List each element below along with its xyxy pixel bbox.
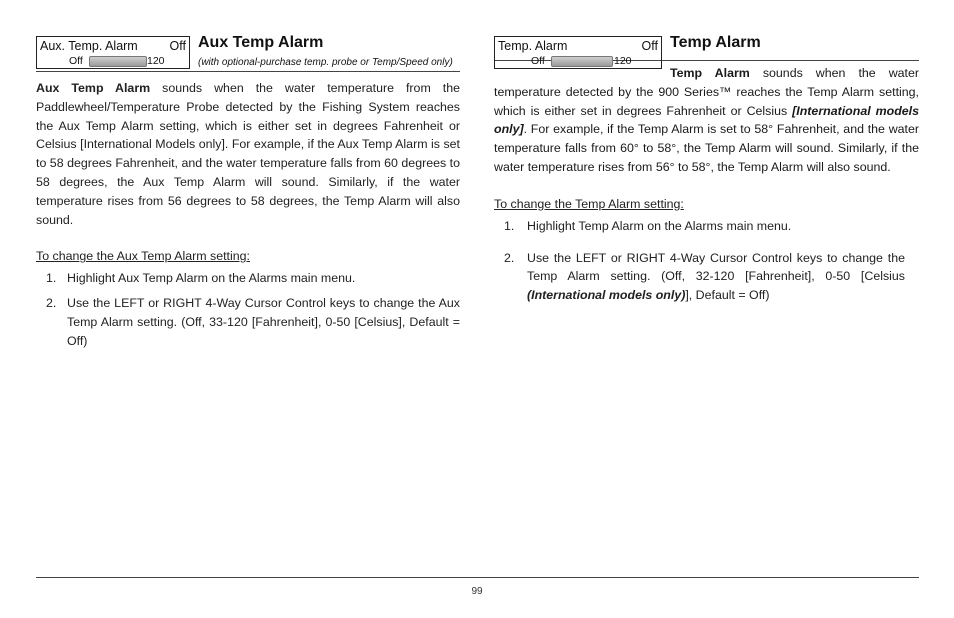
- intro-paragraph: [494, 61, 919, 177]
- list-item: [494, 217, 919, 236]
- widget-title: Temp. Alarm: [498, 39, 568, 53]
- list-item: [36, 294, 460, 350]
- widget-slider-track: [551, 56, 613, 67]
- section-subnote: (with optional-purchase temp. probe or Temp/Speed only): [36, 57, 460, 72]
- step-text: Use the LEFT or RIGHT 4-Way Cursor Control keys to change the Aux Temp Alarm setting. (Off, 33-120 [Fahrenheit], 0-50 [Celsius], Default = Off): [67, 296, 460, 348]
- section-heading: Temp Alarm: [494, 34, 919, 61]
- procedure-title: To change the Temp Alarm setting:: [494, 196, 684, 211]
- step-number: 1.: [504, 218, 515, 233]
- aux-temp-alarm-section: [36, 34, 460, 357]
- widget-max-label: 120: [614, 55, 632, 67]
- intro-paragraph: [36, 73, 460, 229]
- list-item: [36, 269, 460, 288]
- step-number: 2.: [46, 296, 57, 311]
- widget-min-label: Off: [69, 55, 83, 67]
- intro-term: Temp Alarm: [670, 66, 750, 80]
- intro-text: sounds when the water temperature detected by the 900 Series™ reaches the Temp Alarm setting, which is either set in degrees Fahrenheit or Celsius: [494, 66, 919, 118]
- step-international-note: (International models only): [527, 288, 686, 303]
- widget-value: Off: [641, 39, 658, 53]
- step-text: Use the LEFT or RIGHT 4-Way Cursor Control keys to change the Temp Alarm setting. (Off, 32-120 [Fahrenheit], 0-50 [Celsius: [527, 250, 905, 284]
- step-text: Highlight Aux Temp Alarm on the Alarms main menu.: [67, 271, 356, 286]
- procedure-steps: [494, 217, 919, 305]
- procedure-steps: [36, 269, 460, 350]
- aux-temp-alarm-menu-widget: [36, 36, 190, 69]
- intro-text: sounds when the water temperature from the Paddlewheel/Temperature Probe detected by the Fishing System reaches the Aux Temp Alarm setting, which is either set in degrees Fahrenheit or Celsius [International Models only]. For example, if the Aux Temp Alarm is set to 58 degrees Fahrenheit, and the water temperature falls from 60 degrees to 58 degrees, the Aux Temp Alarm will sound. Similarly, if the water temperature rises from 56 degrees to 58 degrees, the Temp Alarm will also sound.: [36, 81, 460, 227]
- intro-term: Aux Temp Alarm: [36, 81, 151, 95]
- widget-value: Off: [169, 39, 186, 53]
- widget-min-label: Off: [531, 55, 545, 67]
- list-item: [494, 249, 919, 305]
- page-number: 99: [471, 586, 483, 597]
- widget-slider-track: [89, 56, 147, 67]
- intro-text-continued: . For example, if the Temp Alarm is set to 58° Fahrenheit, and the water temperature falls from 60° to 58°, the Temp Alarm will sound. Similarly, if the water temperature rises from 56° to 58°, the Temp Alarm will also sound.: [494, 122, 919, 174]
- intro-international-note: [International models only]: [494, 103, 919, 137]
- section-heading: Aux Temp Alarm: [198, 34, 324, 51]
- widget-max-label: 120: [147, 55, 165, 67]
- procedure-title: To change the Aux Temp Alarm setting:: [36, 249, 250, 264]
- step-number: 1.: [46, 271, 57, 286]
- temp-alarm-menu-widget: [494, 36, 662, 69]
- step-text: Highlight Temp Alarm on the Alarms main menu.: [527, 218, 792, 233]
- footer-divider: [36, 577, 919, 578]
- step-text-continued: ], Default = Off): [685, 288, 770, 303]
- temp-alarm-section: [494, 34, 919, 318]
- widget-title: Aux. Temp. Alarm: [40, 39, 138, 53]
- step-number: 2.: [504, 250, 515, 265]
